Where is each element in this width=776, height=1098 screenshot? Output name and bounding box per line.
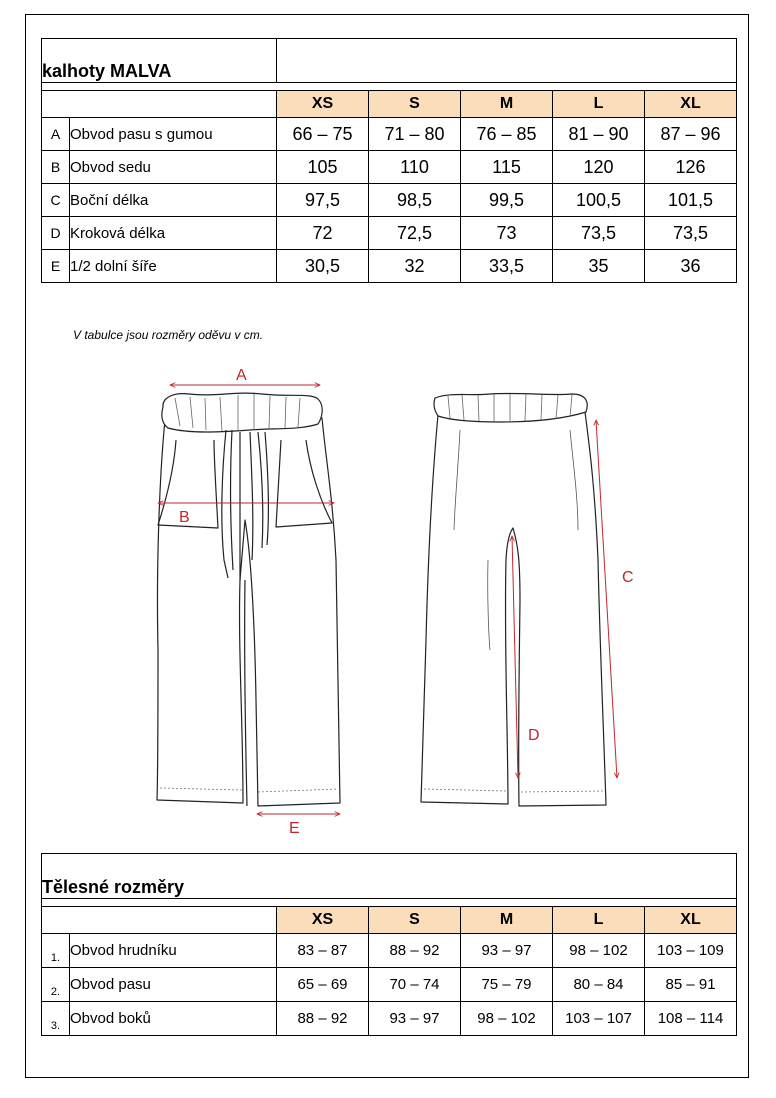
cell-value: 120	[553, 151, 645, 184]
cell-value: 32	[369, 250, 461, 283]
cell-value: 101,5	[645, 184, 737, 217]
body-size-header-blank	[42, 907, 277, 934]
cell-value: 97,5	[277, 184, 369, 217]
cell-value: 73,5	[645, 217, 737, 250]
body-table-gap	[42, 899, 737, 907]
cell-value: 100,5	[553, 184, 645, 217]
cell-value: 105	[277, 151, 369, 184]
table-row	[42, 968, 737, 1002]
body-size-header-xs: XS	[277, 907, 369, 934]
cell-value: 88 – 92	[277, 1002, 369, 1036]
row-number: 3.	[42, 1002, 70, 1036]
cell-value: 33,5	[461, 250, 553, 283]
cell-value: 36	[645, 250, 737, 283]
size-header-s: S	[369, 91, 461, 118]
row-number: 1.	[42, 934, 70, 968]
cell-value: 103 – 109	[645, 934, 737, 968]
row-label: Obvod sedu	[70, 151, 277, 184]
row-letter: D	[42, 217, 70, 250]
cell-value: 99,5	[461, 184, 553, 217]
cell-value: 30,5	[277, 250, 369, 283]
cell-value: 76 – 85	[461, 118, 553, 151]
row-label: Kroková délka	[70, 217, 277, 250]
cell-value: 73	[461, 217, 553, 250]
cell-value: 75 – 79	[461, 968, 553, 1002]
cell-value: 65 – 69	[277, 968, 369, 1002]
cell-value: 72,5	[369, 217, 461, 250]
cell-value: 98 – 102	[553, 934, 645, 968]
row-label: Obvod hrudníku	[70, 934, 277, 968]
size-header-xs: XS	[277, 91, 369, 118]
body-table-title: Tělesné rozměry	[42, 854, 737, 899]
size-header-xl: XL	[645, 91, 737, 118]
row-label: 1/2 dolní šíře	[70, 250, 277, 283]
row-letter: A	[42, 118, 70, 151]
cell-value: 85 – 91	[645, 968, 737, 1002]
cell-value: 35	[553, 250, 645, 283]
row-label: Obvod pasu	[70, 968, 277, 1002]
body-size-header-xl: XL	[645, 907, 737, 934]
cell-value: 103 – 107	[553, 1002, 645, 1036]
table-row	[42, 1002, 737, 1036]
cell-value: 98 – 102	[461, 1002, 553, 1036]
cell-value: 81 – 90	[553, 118, 645, 151]
dimension-label-c: C	[622, 569, 634, 586]
body-size-header-s: S	[369, 907, 461, 934]
front-outline	[157, 418, 340, 806]
front-center-seam	[245, 580, 247, 806]
cell-value: 93 – 97	[461, 934, 553, 968]
back-waistband	[434, 393, 587, 422]
cell-value: 110	[369, 151, 461, 184]
cell-value: 83 – 87	[277, 934, 369, 968]
body-size-header-m: M	[461, 907, 553, 934]
dimension-label-d: D	[528, 727, 540, 744]
size-header-m: M	[461, 91, 553, 118]
row-label: Boční délka	[70, 184, 277, 217]
cell-value: 71 – 80	[369, 118, 461, 151]
row-letter: E	[42, 250, 70, 283]
row-label: Obvod pasu s gumou	[70, 118, 277, 151]
dimension-label-a: A	[236, 367, 247, 384]
size-header-l: L	[553, 91, 645, 118]
product-table-title: kalhoty MALVA	[42, 39, 277, 83]
row-letter: B	[42, 151, 70, 184]
cell-value: 98,5	[369, 184, 461, 217]
dimension-label-e: E	[289, 820, 300, 837]
body-measurements-table	[41, 853, 737, 1036]
trousers-front-view	[157, 393, 340, 806]
cell-value: 88 – 92	[369, 934, 461, 968]
dimension-label-b: B	[179, 509, 190, 526]
cell-value: 115	[461, 151, 553, 184]
cell-value: 87 – 96	[645, 118, 737, 151]
cell-value: 72	[277, 217, 369, 250]
row-label: Obvod boků	[70, 1002, 277, 1036]
cell-value: 66 – 75	[277, 118, 369, 151]
measurement-note: V tabulce jsou rozměry oděvu v cm.	[73, 328, 264, 342]
cell-value: 80 – 84	[553, 968, 645, 1002]
table-row	[42, 934, 737, 968]
cell-value: 108 – 114	[645, 1002, 737, 1036]
cell-value: 93 – 97	[369, 1002, 461, 1036]
row-number: 2.	[42, 968, 70, 1002]
row-letter: C	[42, 184, 70, 217]
cell-value: 70 – 74	[369, 968, 461, 1002]
cell-value: 126	[645, 151, 737, 184]
dimension-line-d	[512, 536, 518, 778]
body-size-header-l: L	[553, 907, 645, 934]
cell-value: 73,5	[553, 217, 645, 250]
